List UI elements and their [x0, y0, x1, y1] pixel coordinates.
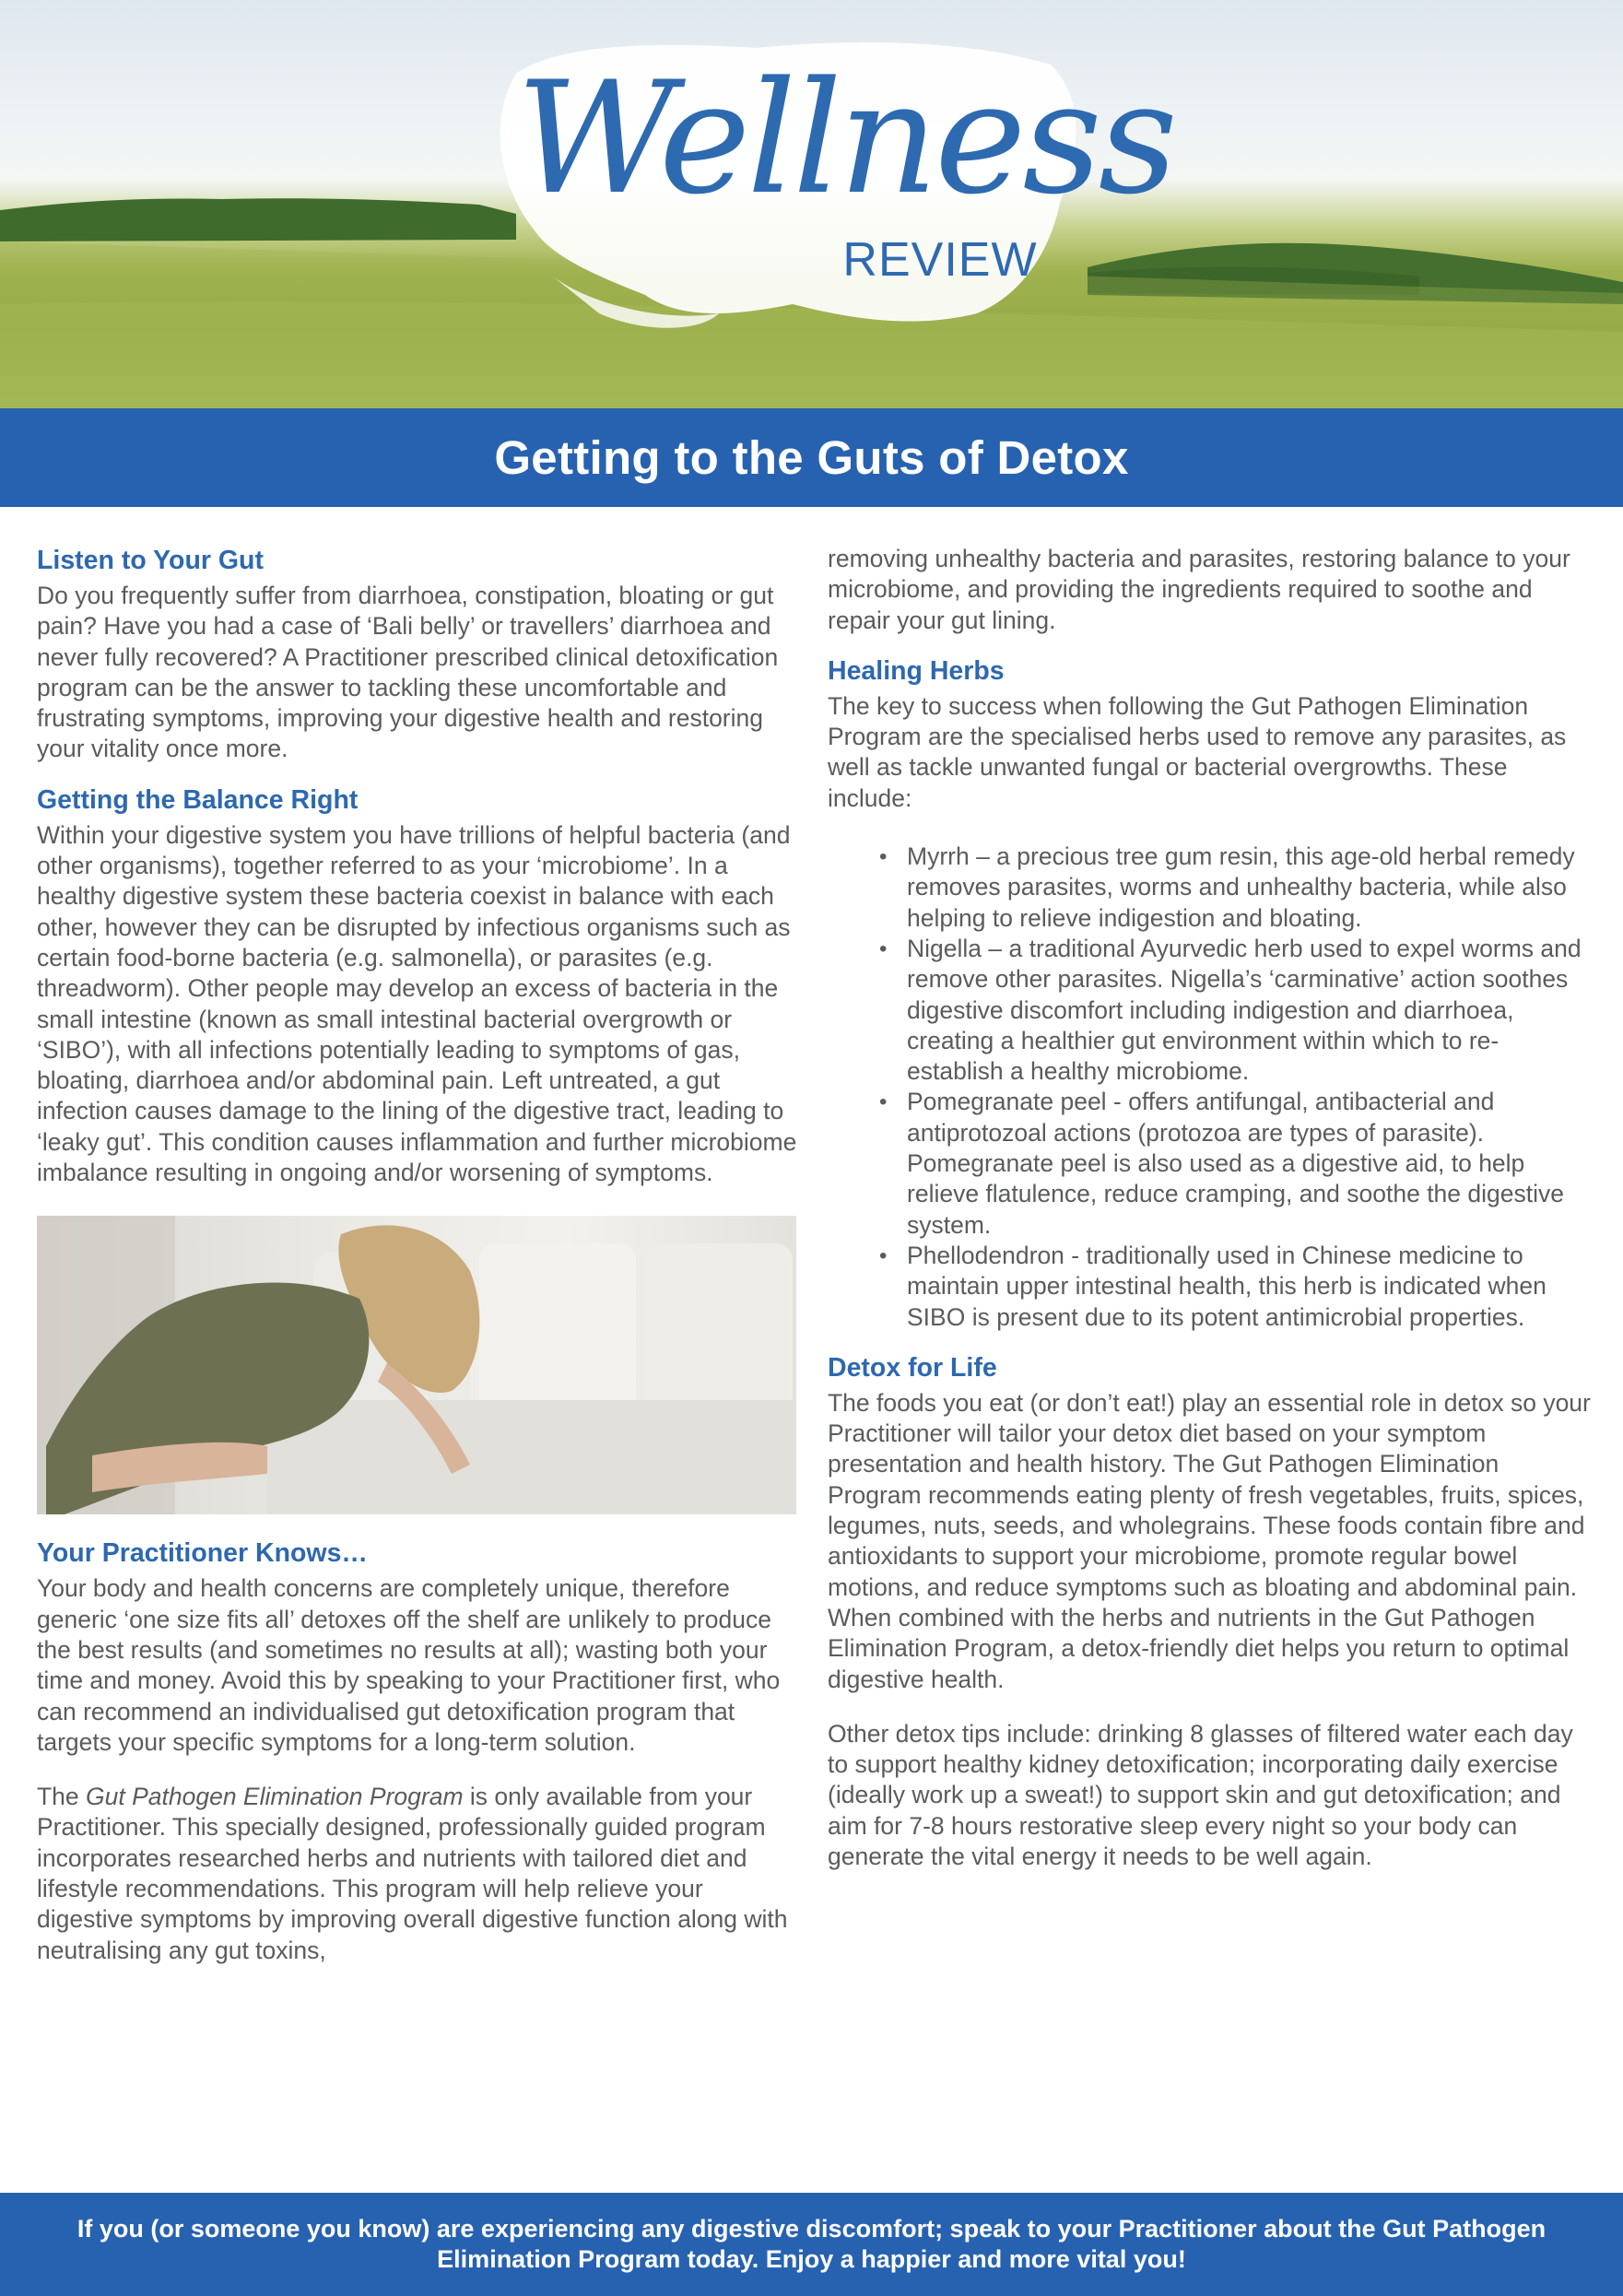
herb-list-item [879, 934, 1593, 1087]
herb-text: Phellodendron - traditionally used in Chinese medicine to maintain upper intestinal health, this herb is indicated when SIBO is present due to its potent antimicrobial properties. [907, 1241, 1547, 1331]
logo-wellness-text: Wellness [516, 48, 1174, 229]
bullet-icon: • [879, 844, 888, 870]
heading-getting-the-balance-right: Getting the Balance Right [37, 784, 359, 815]
right-column [828, 544, 1593, 1872]
heading-your-practitioner-knows: Your Practitioner Knows… [37, 1538, 368, 1569]
left-column [37, 544, 804, 1966]
paragraph-other-detox-tips: Other detox tips include: drinking 8 glasses of filtered water each day to support healthy kidney detoxification; incorporating daily exercise (ideally work up a sweat!) to support skin and gut detoxification; and aim for 7-8 hours restorative sleep every night so your body can generate the vital energy it needs to be well again. [828, 1719, 1573, 1870]
program-name-italic: Gut Pathogen Elimination Program [86, 1783, 464, 1811]
logo-review-text: REVIEW [842, 233, 1038, 287]
bullet-icon: • [879, 1242, 888, 1268]
heading-listen-to-your-gut: Listen to Your Gut [37, 546, 264, 575]
paragraph-your-practitioner-knows: Your body and health concerns are completely unique, therefore generic ‘one size fits all’ detoxes off the shelf are unlikely to produce the best results (and sometimes no results at all); wasting both your time and money. Avoid this by speaking to your Practitioner first, who can recommend an individualised gut detoxification program that targets your specific symptoms for a long-term solution. [37, 1574, 781, 1756]
paragraph-program-availability [37, 1782, 804, 1966]
header-banner [0, 0, 1623, 408]
herb-list-item [879, 1087, 1593, 1240]
paragraph-getting-the-balance-right: Within your digestive system you have trillions of helpful bacteria (and other organisms), together referred to as your ‘microbiome’. In a healthy digestive system these bacteria coexist in balance with each other, however they can be disrupted by infectious organisms such as certain food-borne bacteria (e.g. salmonella), or parasites (e.g. threadworm). Other people may develop an excess of bacteria in the small intestine (known as small intestinal bacterial overgrowth or ‘SIBO’), with all infections potentially leading to symptoms of gas, bloating, diarrhoea and/or abdominal pain. Left untreated, a gut infection causes damage to the lining of the digestive tract, leading to ‘leaky gut’. This condition causes inflammation and further microbiome imbalance resulting in ongoing and/or worsening of symptoms. [37, 820, 797, 1187]
paragraph-continued: removing unhealthy bacteria and parasites, restoring balance to your microbiome, and providing the ingredients required to soothe and repair your gut lining. [828, 545, 1570, 634]
herb-text: Pomegranate peel - offers antifungal, antibacterial and antiprotozoal actions (protozoa are types of parasite). Pomegranate peel is also used as a digestive aid, to help relieve flatulence, reduce cramping, and soothe the digestive system. [907, 1088, 1564, 1239]
paragraph-detox-for-life: The foods you eat (or don’t eat!) play an essential role in detox so your Practitioner will tailor your detox diet based on your symptom presentation and health history. The Gut Pathogen Elimination Program recommends eating plenty of fresh vegetables, fruits, spices, legumes, nuts, seeds, and wholegrains. These foods contain fibre and antioxidants to support your microbiome, promote regular bowel motions, and reduce symptoms such as bloating and abdominal pain. When combined with the herbs and nutrients in the Gut Pathogen Elimination Program, a detox-friendly diet helps you return to optimal digestive health. [828, 1388, 1591, 1693]
bullet-icon: • [879, 936, 888, 961]
bullet-icon: • [879, 1089, 888, 1115]
paragraph-listen-to-your-gut: Do you frequently suffer from diarrhoea, constipation, bloating or gut pain? Have you had a case of ‘Bali belly’ or travellers’ diarrhoea and never fully recovered? A Practitioner prescribed clinical detoxification program can be the answer to tackling these uncomfortable and frustrating symptoms, improving your digestive health and restoring your vitality once more. [37, 582, 779, 763]
footer-banner [0, 2193, 1623, 2296]
herb-list-item [879, 842, 1593, 934]
footer-call-to-action: If you (or someone you know) are experiencing any digestive discomfort; speak to your Practitioner about the Gut Pathogen Elimination Program today. Enjoy a happier and more vital you! [76, 2215, 1547, 2273]
heading-detox-for-life: Detox for Life [828, 1352, 997, 1383]
herb-list [828, 842, 1593, 1333]
herb-text: Nigella – a traditional Ayurvedic herb used to expel worms and remove other parasites. Nigella’s ‘carminative’ action soothes digestive discomfort including indigestion and diarrhoea, creating a healthier gut environment within which to re-establish a healthy microbiome. [907, 934, 1582, 1086]
program-text-pre: The [37, 1783, 87, 1811]
title-bar [0, 408, 1623, 507]
page-title: Getting to the Guts of Detox [494, 431, 1129, 484]
herb-list-item [879, 1241, 1593, 1333]
heading-healing-herbs: Healing Herbs [828, 655, 1005, 686]
paragraph-healing-herbs: The key to success when following the Gut Pathogen Elimination Program are the specialised herbs used to remove any parasites, as well as tackle unwanted fungal or bacterial overgrowths. These include: [828, 691, 1567, 812]
program-text-post: is only available from your Practitioner. This specially designed, professionally guided program incorporates researched herbs and nutrients with tailored diet and lifestyle recommendations. This program will help relieve your digestive symptoms by improving overall digestive function along with neutralising any gut toxins, [37, 1783, 788, 1964]
herb-text: Myrrh – a precious tree gum resin, this age-old herbal remedy removes parasites, worms and unhealthy bacteria, while also helping to relieve indigestion and bloating. [907, 842, 1575, 932]
woman-on-sofa-photo [37, 1216, 796, 1514]
